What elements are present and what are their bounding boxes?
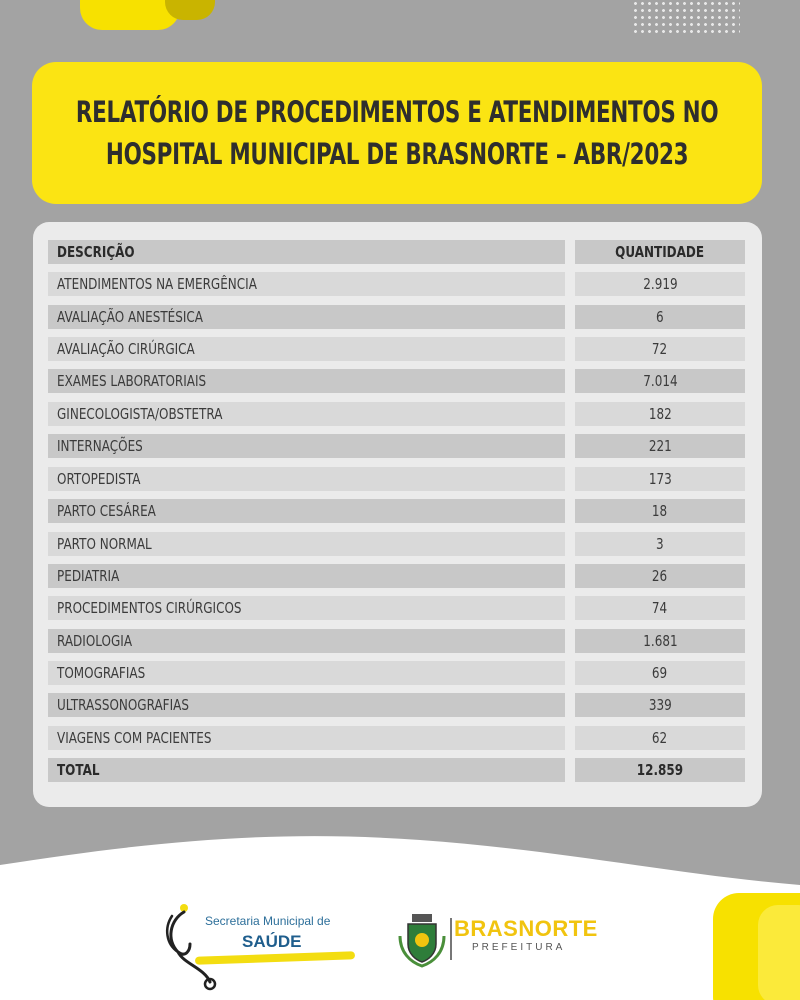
row-description-cell	[48, 305, 565, 329]
row-quantity-cell	[575, 629, 745, 653]
row-description-cell	[48, 434, 565, 458]
report-table	[33, 222, 762, 807]
brasnorte-subtitle: PREFEITURA	[472, 942, 566, 953]
row-description-cell	[48, 499, 565, 523]
row-description-cell	[48, 693, 565, 717]
row-quantity: 26	[652, 567, 668, 585]
row-description-cell	[48, 369, 565, 393]
row-quantity: 339	[648, 696, 672, 714]
coat-of-arms-icon	[398, 912, 446, 968]
row-quantity-cell	[575, 305, 745, 329]
table-row	[48, 693, 745, 717]
row-description: RADIOLOGIA	[57, 632, 133, 650]
row-description-cell	[48, 629, 565, 653]
header-description: DESCRIÇÃO	[57, 243, 135, 261]
row-quantity: 69	[652, 664, 668, 682]
row-quantity-cell	[575, 402, 745, 426]
row-description: AVALIAÇÃO ANESTÉSICA	[57, 308, 203, 326]
total-quantity-cell	[575, 758, 745, 782]
row-quantity-cell	[575, 693, 745, 717]
row-quantity: 182	[648, 405, 672, 423]
row-quantity-cell	[575, 532, 745, 556]
row-quantity-cell	[575, 272, 745, 296]
row-quantity: 7.014	[642, 372, 678, 390]
row-quantity: 3	[656, 535, 664, 553]
table-row	[48, 596, 745, 620]
row-description-cell	[48, 402, 565, 426]
table-row	[48, 629, 745, 653]
row-description-cell	[48, 467, 565, 491]
row-quantity-cell	[575, 564, 745, 588]
table-row	[48, 337, 745, 361]
table-row	[48, 499, 745, 523]
total-value: 12.859	[636, 761, 684, 779]
row-quantity: 173	[648, 470, 672, 488]
header-quantity-cell	[575, 240, 745, 264]
row-description-cell	[48, 596, 565, 620]
row-quantity-cell	[575, 434, 745, 458]
row-quantity: 62	[652, 729, 668, 747]
title-line-2: HOSPITAL MUNICIPAL DE BRASNORTE – ABR/2023	[105, 137, 689, 171]
saude-line-1: Secretaria Municipal de	[205, 914, 331, 928]
table-row	[48, 402, 745, 426]
brasnorte-divider	[450, 918, 452, 960]
row-quantity-cell	[575, 337, 745, 361]
row-description: PARTO CESÁREA	[57, 502, 156, 520]
row-quantity-cell	[575, 596, 745, 620]
row-description-cell	[48, 337, 565, 361]
row-quantity-cell	[575, 467, 745, 491]
title-banner	[32, 62, 762, 204]
table-row	[48, 467, 745, 491]
row-quantity: 1.681	[642, 632, 678, 650]
row-description: ORTOPEDISTA	[57, 470, 141, 488]
decor-dot-grid	[632, 0, 740, 36]
row-quantity-cell	[575, 726, 745, 750]
row-quantity-cell	[575, 369, 745, 393]
decor-shape-bottom-right-highlight	[758, 905, 800, 1000]
row-description: PEDIATRIA	[57, 567, 120, 585]
secretaria-saude-logo	[160, 900, 360, 992]
table-row	[48, 726, 745, 750]
header-description-cell	[48, 240, 565, 264]
row-description-cell	[48, 532, 565, 556]
row-description: GINECOLOGISTA/OBSTETRA	[57, 405, 223, 423]
table-row	[48, 564, 745, 588]
total-description-cell	[48, 758, 565, 782]
table-row	[48, 272, 745, 296]
row-description-cell	[48, 661, 565, 685]
row-description: EXAMES LABORATORIAIS	[57, 372, 207, 390]
row-description-cell	[48, 272, 565, 296]
row-quantity: 18	[652, 502, 668, 520]
row-quantity: 74	[652, 599, 668, 617]
table-row	[48, 532, 745, 556]
row-description: ATENDIMENTOS NA EMERGÊNCIA	[57, 275, 257, 293]
row-description: TOMOGRAFIAS	[57, 664, 146, 682]
title-line-1: RELATÓRIO DE PROCEDIMENTOS E ATENDIMENTOS NO	[75, 95, 719, 129]
row-description: INTERNAÇÕES	[57, 437, 143, 455]
row-quantity-cell	[575, 661, 745, 685]
table-total-row	[48, 758, 745, 782]
table-row	[48, 661, 745, 685]
table-row	[48, 434, 745, 458]
table-row	[48, 369, 745, 393]
table-header-row	[48, 240, 745, 264]
header-quantity: QUANTIDADE	[615, 243, 705, 261]
row-description: PARTO NORMAL	[57, 535, 152, 553]
row-description: PROCEDIMENTOS CIRÚRGICOS	[57, 599, 242, 617]
row-quantity: 6	[656, 308, 664, 326]
row-quantity: 221	[648, 437, 672, 455]
brasnorte-name: BRASNORTE	[454, 916, 598, 941]
row-description-cell	[48, 726, 565, 750]
row-quantity: 72	[652, 340, 668, 358]
table-row	[48, 305, 745, 329]
page-title	[76, 91, 718, 175]
brasnorte-logo	[398, 912, 608, 972]
saude-line-2: SAÚDE	[242, 932, 302, 951]
row-description: AVALIAÇÃO CIRÚRGICA	[57, 340, 195, 358]
total-label: TOTAL	[57, 761, 100, 779]
row-description: VIAGENS COM PACIENTES	[57, 729, 212, 747]
row-quantity-cell	[575, 499, 745, 523]
decor-shape-top-left-shadow	[165, 0, 215, 20]
row-quantity: 2.919	[642, 275, 678, 293]
row-description-cell	[48, 564, 565, 588]
row-description: ULTRASSONOGRAFIAS	[57, 696, 189, 714]
